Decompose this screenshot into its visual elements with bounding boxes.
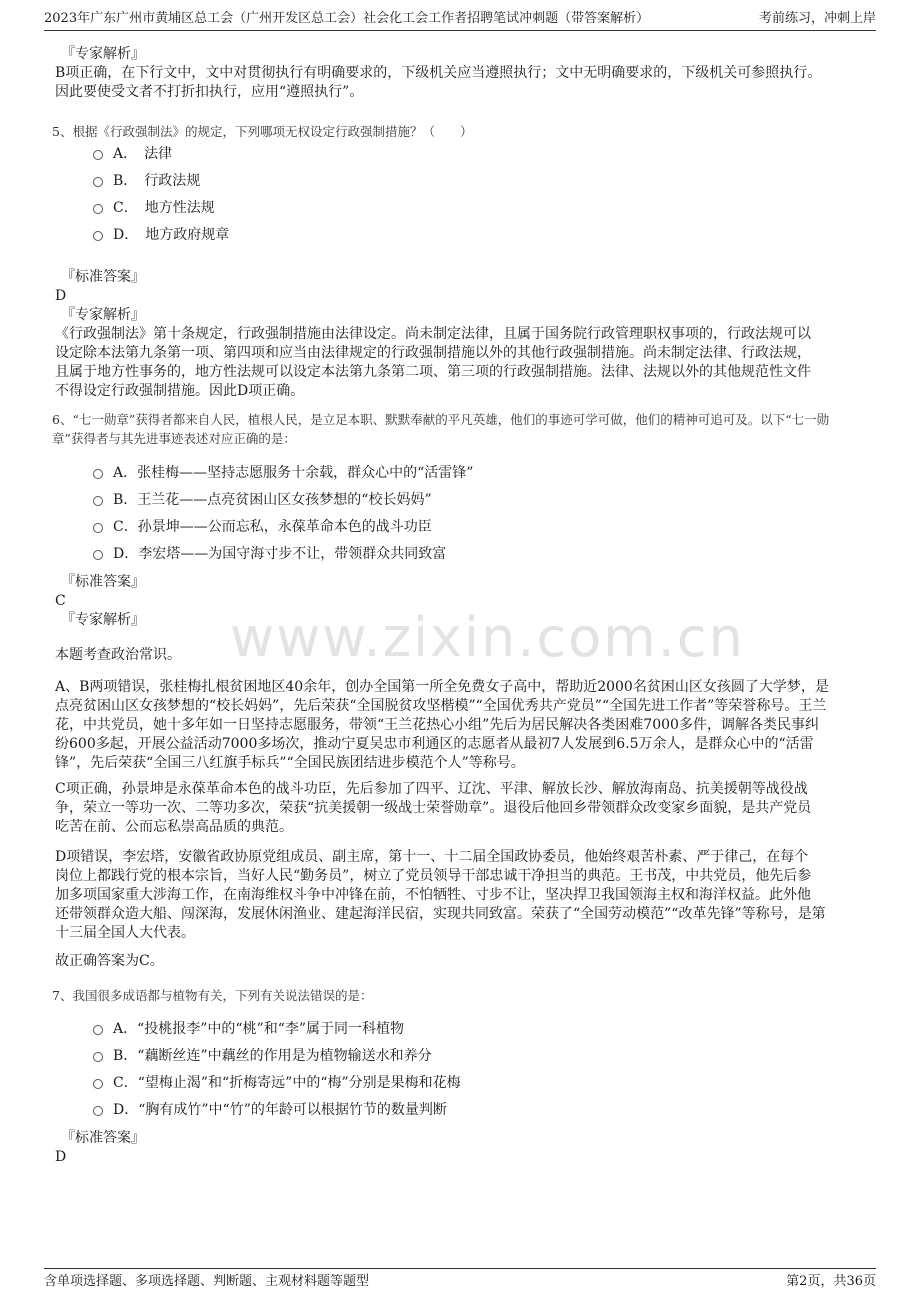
option-c[interactable]: C．“望梅止渴”和“折梅寄远”中的“梅”分别是果梅和花梅 (55, 1070, 655, 1097)
document-title: 2023年广东广州市黄埔区总工会（广州开发区总工会）社会化工会工作者招聘笔试冲刺题（带答案解析） (44, 11, 650, 26)
analysis-ab: A、B两项错误，张桂梅扎根贫困地区40余年，创办全国第一所全免费女子高中，帮助近2000名贫困山区女孩圆了大学梦，是 点亮贫困山区女孩梦想的“校长妈妈”，先后荣获“全国脱贫攻坚楷模”“全国优秀共产党员”“全国先进工作者”等荣誉称号。王兰 花，中共党员，她十多年如一日坚持志愿服务，带领“王兰花热心小组”先后为居民解决各类困难7000多件，调解各类民事纠 纷600多起，开展公益活动7000多场次，推动宁夏吴忠市利通区的志愿者从最初7人发展到6.5万余人，是群众心中的“活雷 锋”，先后荣获“全国三八红旗手标兵”“全国民族团结进步模范个人”等称号。 (55, 679, 829, 771)
analysis-line: 且属于地方性事务的，地方性法规可以设定本法第九条第二项、第三项的行政强制措施。法律、法规以外的其他规范性文件 (55, 364, 811, 380)
analysis-label: 『专家解析』 (61, 46, 145, 62)
question-6-stem: 6、“七一勋章”获得者都来自人民，植根人民，是立足本职、默默奉献的平凡英雄，他们的事迹可学可做，他们的精神可追可及。以下“七一勋 章”获得者与其先进事迹表述对应正确的是： (52, 412, 830, 446)
option-d[interactable]: D．“胸有成竹”中“竹”的年龄可以根据竹节的数量判断 (55, 1097, 655, 1124)
answer-label: 『标准答案』 (61, 1130, 145, 1146)
option-a[interactable]: A．“投桃报李”中的“桃”和“李”属于同一科植物 (55, 1016, 655, 1043)
answer-label: 『标准答案』 (61, 574, 145, 590)
analysis-label: 『专家解析』 (61, 307, 145, 323)
radio-button[interactable] (93, 150, 103, 160)
footer-note: 含单项选择题、多项选择题、判断题、主观材料题等题型 (44, 1274, 370, 1289)
option-c[interactable]: C．孙景坤——公而忘私，永葆革命本色的战斗功臣 (55, 514, 655, 541)
analysis-conclusion: 故正确答案为C。 (55, 953, 164, 969)
analysis-label: 『专家解析』 (61, 612, 145, 628)
analysis-line: 设定除本法第九条第一项、第四项和应当由法律规定的行政强制措施以外的其他行政强制措施。尚未制定法律、行政法规， (55, 345, 811, 361)
answer-value: D (55, 1149, 67, 1165)
q4-analysis (55, 45, 821, 102)
option-c[interactable]: C． 地方性法规 (55, 195, 455, 222)
radio-button[interactable] (93, 1025, 103, 1035)
radio-button[interactable] (93, 523, 103, 533)
page-footer (44, 1268, 876, 1293)
analysis-c: C项正确，孙景坤是永葆革命本色的战斗功臣，先后参加了四平、辽沈、平津、解放长沙、解放海南岛、抗美援朝等战役战 争，荣立一等功一次、二等功多次，荣获“抗美援朝一级战士荣誉勋章”。退役后他回乡带领群众改变家乡面貌，是共产党员 吃苦在前、公而忘私崇高品质的典范。 (55, 781, 812, 835)
analysis-line: 因此要使受文者不打折扣执行，应用“遵照执行”。 (55, 84, 364, 100)
radio-button[interactable] (93, 231, 103, 241)
analysis-line: 《行政强制法》第十条规定，行政强制措施由法律设定。尚未制定法律，且属于国务院行政管理职权事项的，行政法规可以 (55, 326, 811, 342)
question-5-stem: 5、根据《行政强制法》的规定，下列哪项无权设定行政强制措施？（ ） (52, 124, 473, 139)
answer-value: D (55, 288, 67, 304)
question-5-answer (55, 268, 811, 401)
answer-label: 『标准答案』 (61, 269, 145, 285)
page-number: 第2页，共36页 (786, 1274, 876, 1289)
radio-button[interactable] (93, 550, 103, 560)
radio-button[interactable] (93, 177, 103, 187)
radio-button[interactable] (93, 204, 103, 214)
option-b[interactable]: B．王兰花——点亮贫困山区女孩梦想的“校长妈妈” (55, 487, 655, 514)
page-header (44, 8, 876, 31)
radio-button[interactable] (93, 469, 103, 479)
option-d[interactable]: D． 地方政府规章 (55, 222, 455, 249)
analysis-d: D项错误，李宏塔，安徽省政协原党组成员、副主席，第十一、十二届全国政协委员，他始终艰苦朴素、严于律己，在每个 岗位上都践行党的根本宗旨，当好人民“勤务员”，树立了党员领导干部忠诚干净担当的典范。王书茂，中共党员，他先后参 加多项国家重大涉海工作，在南海维权斗争中冲锋在前，不怕牺牲、寸步不让，坚决捍卫我国领海主权和海洋权益。此外他 还带领群众造大船、闯深海，发展休闲渔业、建起海洋民宿，实现共同致富。荣获了“全国劳动模范”“改革先锋”等称号，是第 十三届全国人大代表。 (55, 849, 826, 941)
question-5-options (55, 141, 455, 249)
answer-value: C (55, 593, 66, 609)
question-7-answer (55, 1129, 145, 1167)
question-7-options (55, 1016, 655, 1124)
analysis-line: B项正确，在下行文中，文中对贯彻执行有明确要求的，下级机关应当遵照执行；文中无明确要求的，下级机关可参照执行。 (55, 65, 822, 81)
question-6-options (55, 460, 655, 568)
option-a[interactable]: A． 法律 (55, 141, 455, 168)
option-b[interactable]: B．“藕断丝连”中藕丝的作用是为植物输送水和养分 (55, 1043, 655, 1070)
option-d[interactable]: D．李宏塔——为国守海寸步不让，带领群众共同致富 (55, 541, 655, 568)
radio-button[interactable] (93, 1106, 103, 1116)
question-7-stem: 7、我国很多成语都与植物有关，下列有关说法错误的是： (52, 988, 373, 1003)
watermark: www.zixin.com.cn (230, 606, 745, 669)
radio-button[interactable] (93, 1079, 103, 1089)
header-slogan: 考前练习，冲刺上岸 (758, 11, 876, 26)
option-a[interactable]: A．张桂梅——坚持志愿服务十余载，群众心中的“活雷锋” (55, 460, 655, 487)
analysis-intro: 本题考查政治常识。 (55, 647, 181, 663)
radio-button[interactable] (93, 1052, 103, 1062)
radio-button[interactable] (93, 496, 103, 506)
question-6-answer (55, 573, 145, 630)
analysis-line: 不得设定行政强制措施。因此D项正确。 (55, 383, 305, 399)
option-b[interactable]: B． 行政法规 (55, 168, 455, 195)
